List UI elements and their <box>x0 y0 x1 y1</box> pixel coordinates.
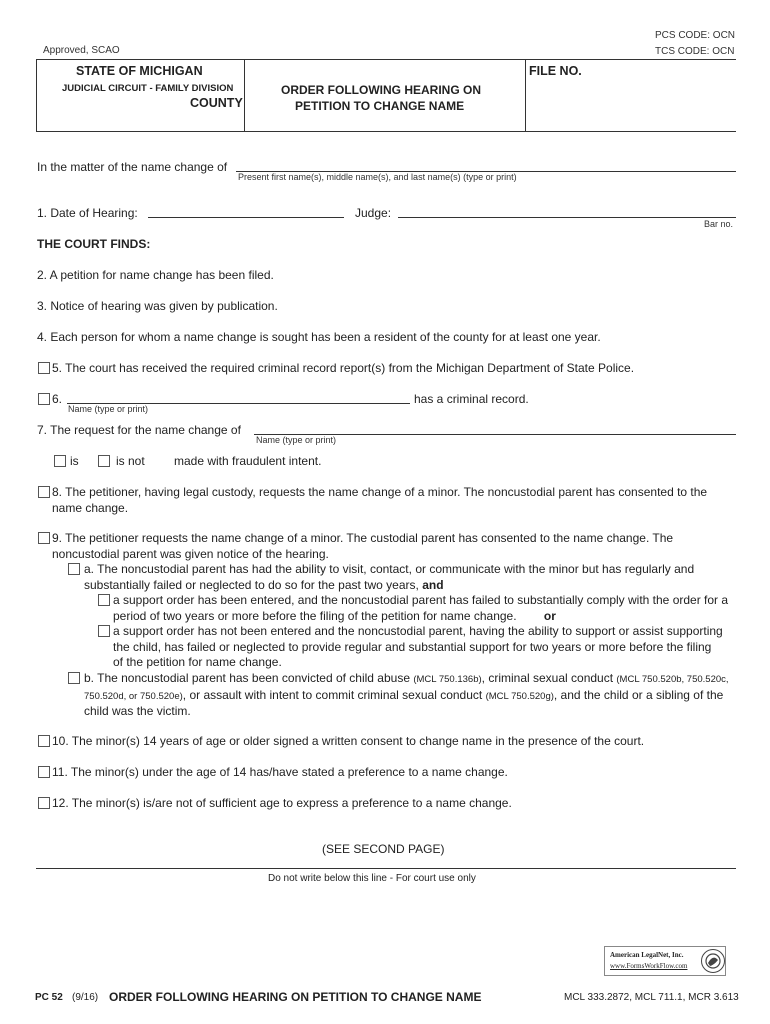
matter-caption: Present first name(s), middle name(s), and last name(s) (type or print) <box>238 172 517 182</box>
seal-icon <box>701 949 725 973</box>
item-11: 11. The minor(s) under the age of 14 has/have stated a preference to a name change. <box>52 765 508 779</box>
judge-field[interactable] <box>398 217 736 218</box>
item-9b-checkbox[interactable] <box>68 672 80 684</box>
form-number: PC 52 <box>35 992 63 1003</box>
item-2: 2. A petition for name change has been filed. <box>37 268 274 282</box>
citations: MCL 333.2872, MCL 711.1, MCR 3.613 <box>564 992 739 1003</box>
item-7-is-not-checkbox[interactable] <box>98 455 110 467</box>
item-8: 8. The petitioner, having legal custody, requests the name change of a minor. The noncustodial parent has consented to the name change. <box>52 485 708 515</box>
item-9b-mcl-3: (MCL 750.520g) <box>485 690 554 702</box>
form-title-line1: ORDER FOLLOWING HEARING ON <box>281 83 481 97</box>
publisher-logo <box>604 946 726 976</box>
item-8-checkbox[interactable] <box>38 486 50 498</box>
court-use-note: Do not write below this line - For court use only <box>268 873 476 884</box>
item-9b-text-4: , and the child or a sibling of the child was the victim. <box>84 687 724 718</box>
item-9-checkbox[interactable] <box>38 532 50 544</box>
item-6-text: has a criminal record. <box>414 392 529 406</box>
header-divider-2 <box>525 59 526 131</box>
item-6-caption: Name (type or print) <box>68 404 149 414</box>
item-9b-text-1: b. The noncustodial parent has been convicted of child abuse <box>84 671 411 685</box>
item-9a2: a support order has not been entered and the noncustodial parent, having the ability to support or assist supporting the child, has failed or neglected to provide regular and substantial support for two years or more before the filing of the petition for name change. <box>113 624 723 669</box>
item-12-checkbox[interactable] <box>38 797 50 809</box>
form-title-line2: PETITION TO CHANGE NAME <box>295 99 465 113</box>
county-label: COUNTY <box>190 96 243 110</box>
item-9b <box>84 671 736 720</box>
publisher-url: www.FormsWorkFlow.com <box>610 962 688 970</box>
hearing-date-label: 1. Date of Hearing: <box>37 206 138 220</box>
publisher-name: American LegalNet, Inc. <box>610 951 684 959</box>
item-9a1-checkbox[interactable] <box>98 594 110 606</box>
bar-no-label: Bar no. <box>704 219 734 229</box>
file-no-label: FILE NO. <box>529 64 582 78</box>
see-second-page: (SEE SECOND PAGE) <box>322 842 445 856</box>
item-9a <box>84 562 740 593</box>
header-divider-1 <box>244 59 245 131</box>
hearing-date-field[interactable] <box>148 217 344 218</box>
item-9a1-or: or <box>543 608 556 623</box>
item-9b-mcl-1: (MCL 750.136b) <box>413 674 482 685</box>
matter-label: In the matter of the name change of <box>37 160 228 174</box>
item-4: 4. Each person for whom a name change is sought has been a resident of the county for at least one year. <box>37 330 601 344</box>
form-date: (9/16) <box>72 992 99 1003</box>
item-9a-checkbox[interactable] <box>68 563 80 575</box>
footer-form-title: ORDER FOLLOWING HEARING ON PETITION TO CHANGE NAME <box>109 990 482 1004</box>
header-top-border <box>36 59 736 60</box>
item-9: 9. The petitioner requests the name change of a minor. The custodial parent has consented to the name change. The noncustodial parent was given notice of the hearing. <box>52 531 674 561</box>
circuit-label: JUDICIAL CIRCUIT - FAMILY DIVISION <box>62 83 234 94</box>
item-9b-mcl-2: (MCL 750.520b, 750.520c, 750.520d, or 750.520e) <box>84 674 729 702</box>
item-9a-text: a. The noncustodial parent has had the ability to visit, contact, or communicate with the minor but has regularly and substantially failed or neglected to do so for the past two years, <box>84 562 695 592</box>
item-9a2-checkbox[interactable] <box>98 625 110 637</box>
item-9a1-text: a support order has been entered, and the noncustodial parent has failed to substantially comply with the order for a period of two years or more before the filing of the petition for name change. <box>113 593 729 623</box>
item-9b-text-3: , or assault with intent to commit criminal sexual conduct <box>182 687 483 702</box>
item-6-checkbox[interactable] <box>38 393 50 405</box>
approval-note: Approved, SCAO <box>43 45 120 56</box>
item-3: 3. Notice of hearing was given by publication. <box>37 299 278 313</box>
item-9a-and: and <box>422 577 444 592</box>
findings-heading: THE COURT FINDS: <box>37 237 151 251</box>
item-12: 12. The minor(s) is/are not of sufficient age to express a preference to a name change. <box>52 796 512 810</box>
pcs-code: PCS CODE: OCN <box>655 30 736 41</box>
item-11-checkbox[interactable] <box>38 766 50 778</box>
item-7-caption: Name (type or print) <box>256 435 337 445</box>
item-5-checkbox[interactable] <box>38 362 50 374</box>
state-label: STATE OF MICHIGAN <box>76 64 203 78</box>
header-left-border <box>36 59 37 131</box>
item-7-is-not-label: is not <box>116 454 145 468</box>
item-10: 10. The minor(s) 14 years of age or older signed a written consent to change name in the presence of the court. <box>52 734 645 748</box>
item-7-is-checkbox[interactable] <box>54 455 66 467</box>
item-7-text: made with fraudulent intent. <box>174 454 322 468</box>
item-7-label: 7. The request for the name change of <box>37 423 241 437</box>
judge-label: Judge: <box>355 206 392 220</box>
item-7-is-label: is <box>70 454 79 468</box>
item-5: 5. The court has received the required criminal record report(s) from the Michigan Department of State Police. <box>52 361 635 375</box>
item-9a1 <box>113 593 733 624</box>
court-use-divider <box>36 868 736 869</box>
item-6-number: 6. <box>52 392 63 406</box>
item-9b-text-2: , criminal sexual conduct <box>481 671 614 685</box>
tcs-code: TCS CODE: OCN <box>655 46 735 57</box>
header-bottom-border <box>36 131 736 132</box>
item-10-checkbox[interactable] <box>38 735 50 747</box>
